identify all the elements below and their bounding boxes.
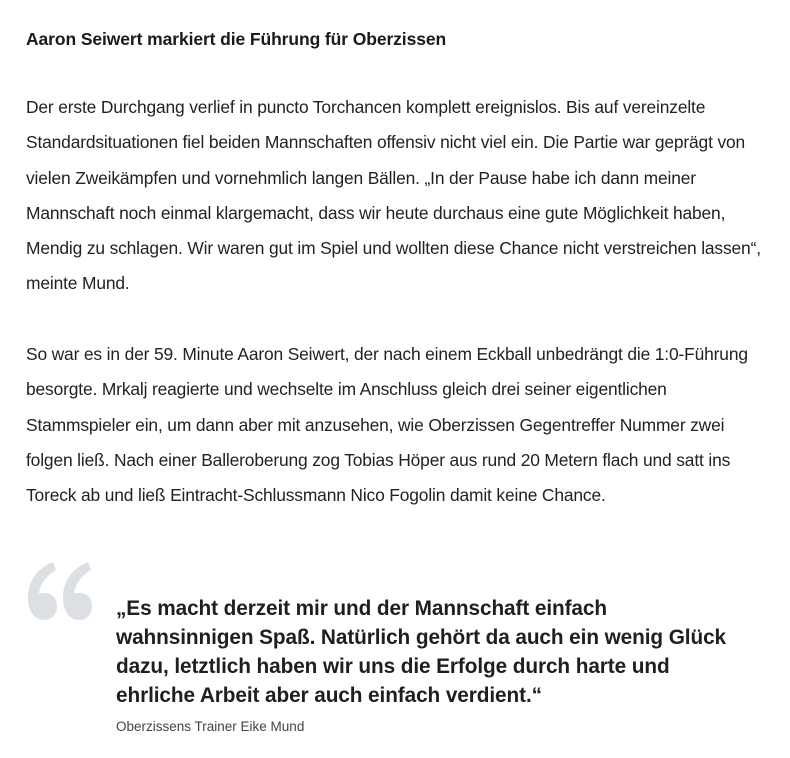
quote-text: „Es macht derzeit mir und der Mannschaft einfach wahnsinnigen Spaß. Natürlich gehört da auch ein wenig Glück dazu, letztlich haben wir uns die Erfolge durch harte und ehrliche Arbeit aber auch einfach verdient.“ — [116, 597, 727, 707]
quote-mark-icon — [26, 560, 92, 622]
quote-attribution: Oberzissens Trainer Eike Mund — [116, 719, 305, 734]
pull-quote — [26, 560, 766, 750]
article-paragraph: So war es in der 59. Minute Aaron Seiwert, der nach einem Eckball unbedrängt die 1:0-Führung besorgte. Mrkalj reagierte und wechselte im Anschluss gleich drei seiner eigentlichen Stammspieler ein, um dann aber mit anzusehen, wie Oberzissen Gegentreffer Nummer zwei folgen ließ. Nach einer Balleroberung zog Tobias Höper aus rund 20 Metern flach und satt ins Toreck ab und ließ Eintracht-Schlussmann Nico Fogolin damit keine Chance. — [26, 344, 748, 506]
article-paragraph: Der erste Durchgang verlief in puncto Torchancen komplett ereignislos. Bis auf vereinzelte Standardsituationen fiel beiden Mannschaften offensiv nicht viel ein. Die Partie war geprägt von vielen Zweikämpfen und vornehmlich langen Bällen. „In der Pause habe ich dann meiner Mannschaft noch einmal klargemacht, dass wir heute durchaus eine gute Möglichkeit haben, Mendig zu schlagen. Wir waren gut im Spiel und wollten diese Chance nicht verstreichen lassen“, meinte Mund. — [26, 97, 761, 294]
section-subheading: Aaron Seiwert markiert die Führung für Oberzissen — [26, 29, 447, 49]
